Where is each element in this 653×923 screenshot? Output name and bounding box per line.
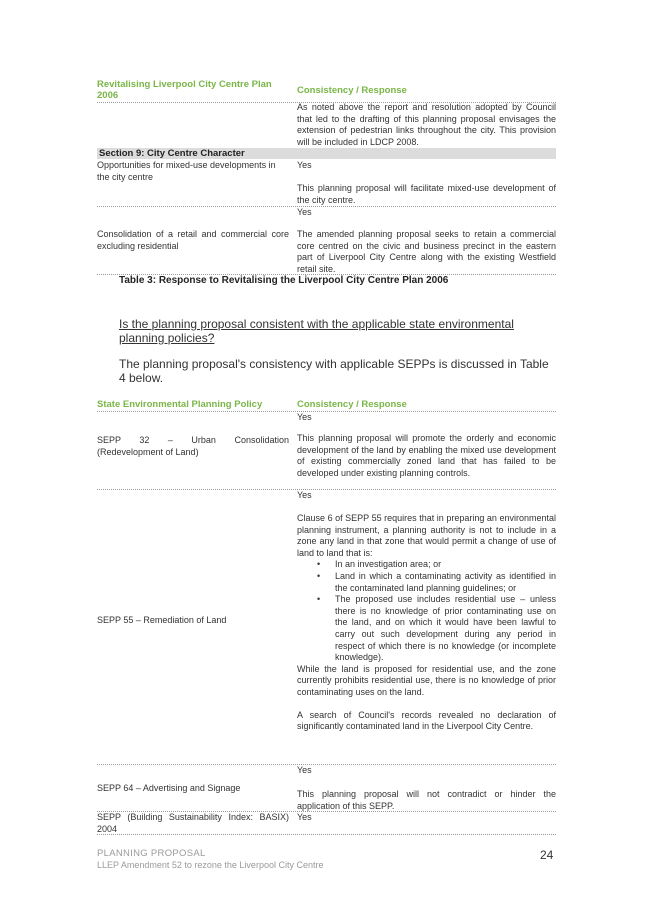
table3-row2-yes: Yes <box>297 160 312 170</box>
sepp55-yes: Yes <box>297 490 312 500</box>
table4-col1-header: State Environmental Planning Policy <box>97 399 263 410</box>
basix-policy: SEPP (Building Sustainability Index: BASIX) 2004 <box>97 812 289 834</box>
sepp32-policy: SEPP 32 – Urban Consolidation (Redevelopment of Land) <box>97 435 289 457</box>
sepp55-paragraph-2: While the land is proposed for residential use, and the zone currently prohibits residential use, there is no knowledge of prior contaminating uses on the land. <box>297 663 556 697</box>
sepp55-paragraph-3: A search of Council's records revealed no declaration of significantly contaminated land in the Liverpool City Centre. <box>297 709 556 732</box>
sepp55-intro: Clause 6 of SEPP 55 requires that in preparing an environmental planning instrument, a planning authority is not to include in a zone any land in that zone that would permit a change of use of land to land that is: <box>297 513 556 558</box>
table4-col2-header: Consistency / Response <box>297 399 407 410</box>
table3-col2-header: Consistency / Response <box>297 85 407 96</box>
table3-caption: Table 3: Response to Revitalising the Liverpool City Centre Plan 2006 <box>119 275 449 286</box>
sepp55-response <box>297 513 556 733</box>
divider <box>97 764 556 765</box>
list-item: • In an investigation area; or <box>335 559 556 571</box>
list-item: • The proposed use includes residential use – unless there is no knowledge of prior contaminating use on the land, and on which it would have been lawful to carry out such development during any period in respect of which there is no knowledge (or incomplete knowledge). <box>335 594 556 664</box>
sepp55-policy: SEPP 55 – Remediation of Land <box>97 615 227 625</box>
table3-row1-response: As noted above the report and resolution adopted by Council that led to the drafting of this planning proposal envisages the extension of pedestrian links throughout the city. This provision will be included in LDCP 2008. <box>297 102 556 147</box>
intro-paragraph: The planning proposal's consistency with applicable SEPPs is discussed in Table 4 below. <box>119 357 549 385</box>
list-item: • Land in which a contaminating activity as identified in the contaminated land planning guidelines; or <box>335 571 556 594</box>
footer-subtitle: LLEP Amendment 52 to rezone the Liverpool City Centre <box>97 860 324 870</box>
table3-row2-response: This planning proposal will facilitate mixed-use development of the city centre. <box>297 183 556 205</box>
section-band-label: Section 9: City Centre Character <box>99 148 245 159</box>
basix-yes: Yes <box>297 812 312 822</box>
divider <box>97 206 556 207</box>
divider <box>97 489 556 490</box>
page-number: 24 <box>540 848 554 862</box>
divider <box>97 834 556 835</box>
sepp64-response: This planning proposal will not contradict or hinder the application of this SEPP. <box>297 789 556 811</box>
footer-title: PLANNING PROPOSAL <box>97 848 206 859</box>
section-band <box>97 148 556 159</box>
sepp32-yes: Yes <box>297 412 312 422</box>
sepp64-policy: SEPP 64 – Advertising and Signage <box>97 783 241 793</box>
sepp32-response: This planning proposal will promote the orderly and economic development of the land by enabling the mixed use development of existing commercially zoned land that has failed to be developed under existing planning controls. <box>297 433 556 478</box>
table3-row3-yes: Yes <box>297 207 312 217</box>
sepp55-bullet-list <box>297 559 556 663</box>
table3-row3-policy: Consolidation of a retail and commercial core excluding residential <box>97 229 289 251</box>
table3-col1-header: Revitalising Liverpool City Centre Plan 2006 <box>97 79 272 101</box>
sepp64-yes: Yes <box>297 765 312 775</box>
section-question: Is the planning proposal consistent with the applicable state environmental planning policies? <box>119 317 514 345</box>
table3-row3-response: The amended planning proposal seeks to retain a commercial core centred on the civic and business precinct in the eastern part of Liverpool City Centre along with the existing Westfield retail site. <box>297 229 556 274</box>
table3-row2-policy: Opportunities for mixed-use developments in the city centre <box>97 160 276 182</box>
divider <box>97 411 556 412</box>
